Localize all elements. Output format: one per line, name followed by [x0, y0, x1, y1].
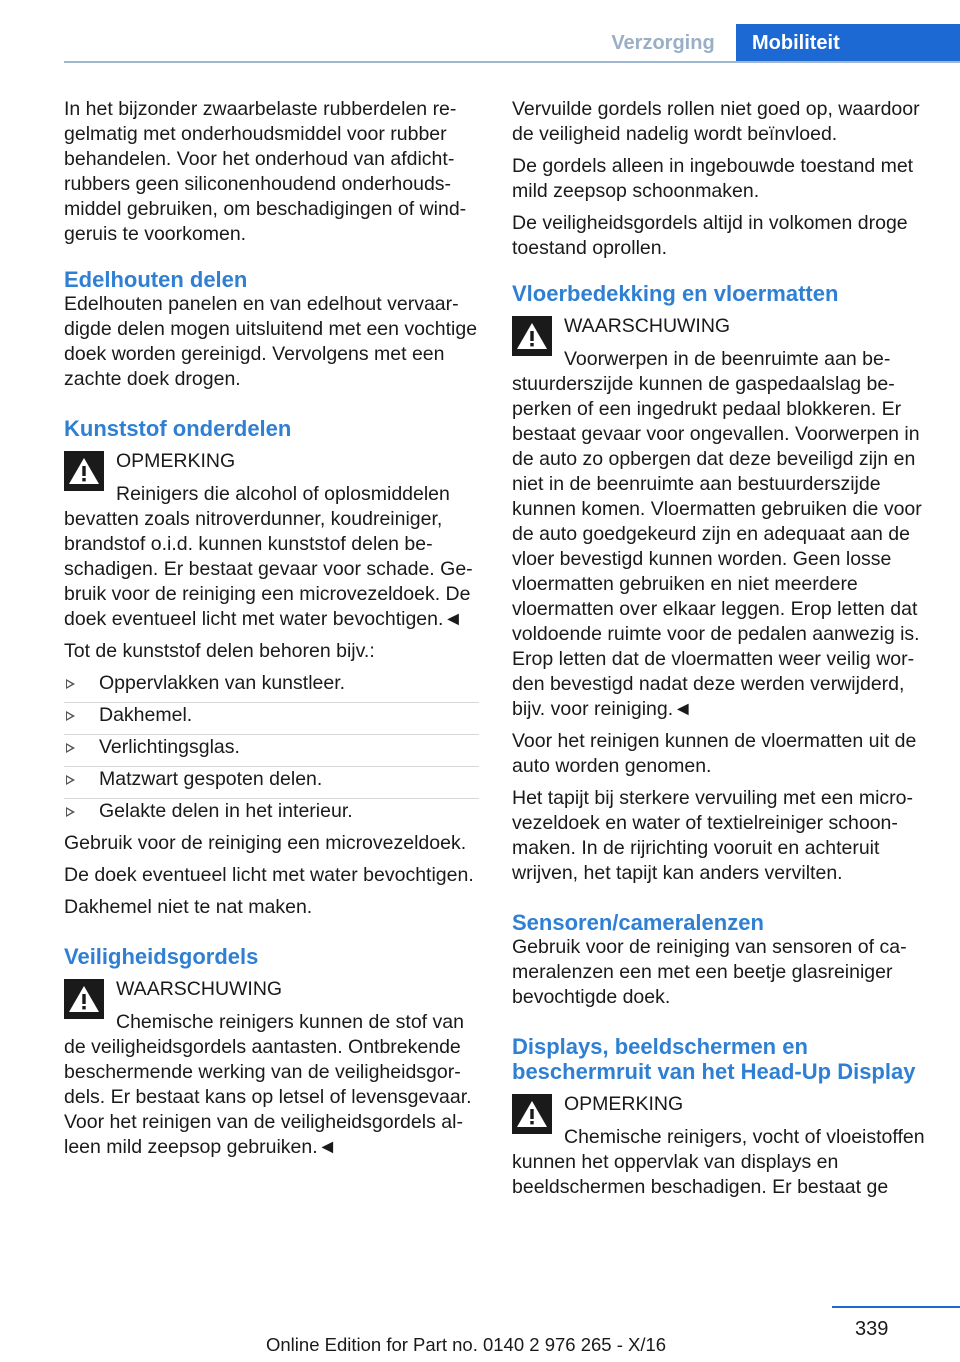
warning-triangle-icon: [512, 316, 552, 356]
list-item-text: Gelakte delen in het interieur.: [99, 800, 353, 822]
list-item: [64, 671, 479, 703]
tab-verzorging[interactable]: Verzorging: [611, 32, 715, 54]
tab-mobiliteit[interactable]: Mobiliteit: [736, 24, 960, 63]
notice-text: Chemische reinigers, vocht of vloeistoffen kunnen het oppervlak van displays en beeldschermen beschadigen. Er bestaat ge: [512, 1126, 925, 1198]
heading-kunststof-onderdelen: Kunststof onderdelen: [64, 416, 292, 441]
dakhemel-paragraph: Dakhemel niet te nat maken.: [64, 896, 313, 918]
warning-triangle-icon: [64, 451, 104, 491]
footer-divider: [832, 1306, 960, 1308]
heading-vloerbedekking: Vloerbedekking en vloermatten: [512, 281, 839, 306]
triangle-bullet-icon: [66, 775, 75, 785]
edelhout-paragraph: Edelhouten panelen en van edelhout vervaardigde delen mogen uitsluitend met een vochtige doek worden gereinigd. Vervolgens met een zachte doek drogen.: [64, 293, 478, 390]
list-item-text: Matzwart gespoten delen.: [99, 768, 323, 790]
triangle-bullet-icon: [66, 743, 75, 753]
list-item: [64, 735, 479, 767]
warning-text: Chemische reinigers kunnen de stof van de veiligheidsgordels aantasten. Ontbrekende beschermende werking van de veiligheidsgordels. Er bestaat kans op letsel of levensgevaar. Voor het reinigen van de veiligheidsgordels alleen mild zeepsop gebruiken.◄: [64, 1011, 472, 1158]
heading-sensoren: Sensoren/cameralenzen: [512, 910, 764, 935]
vloermatten-paragraph: Voor het reinigen kunnen de vloermatten uit de auto worden genomen.: [512, 730, 917, 777]
triangle-bullet-icon: [66, 679, 75, 689]
gordels-paragraph-1: Vervuilde gordels rollen niet goed op, waardoor de veiligheid nadelig wordt beïnvloed.: [512, 98, 920, 145]
list-item: [64, 799, 479, 831]
doek-paragraph: De doek eventueel licht met water bevochtigen.: [64, 864, 474, 886]
intro-paragraph: In het bijzonder zwaarbelaste rubberdelen regelmatig met onderhoudsmiddel voor rubber behandelen. Voor het onderhoud van afdichtrubbers geen siliconenhoudend onderhoudsmiddel gebruiken, om beschadigingen of windgeruis te voorkomen.: [64, 98, 467, 245]
header-divider: [64, 61, 960, 63]
notice-text: Reinigers die alcohol of oplosmiddelen bevatten zoals nitroverdunner, koudreiniger, brandstof o.i.d. kunnen kunststof delen beschadigen. Er bestaat gevaar voor schade. Gebruik voor de reiniging een microvezeldoek. De doek eventueel licht met water bevochtigen.◄: [64, 483, 473, 630]
heading-displays: Displays, beeldschermen en beschermruit van het Head-Up Display: [512, 1034, 916, 1084]
list-item-text: Dakhemel.: [99, 704, 193, 726]
warning-block: [512, 312, 927, 722]
edition-footer: Online Edition for Part no. 0140 2 976 265 - X/16: [266, 1334, 667, 1355]
tapijt-paragraph: Het tapijt bij sterkere vervuiling met een microvezeldoek en water of textielreiniger schoonmaken. In de rijrichting vooruit en achteruit wrijven, het tapijt kan anders vervilten.: [512, 787, 913, 884]
warning-triangle-icon: [64, 979, 104, 1019]
list-item: [64, 703, 479, 735]
warning-title: WAARSCHUWING: [564, 315, 731, 337]
heading-edelhouten-delen: Edelhouten delen: [64, 267, 248, 292]
notice-block: [64, 447, 479, 632]
triangle-bullet-icon: [66, 807, 75, 817]
left-column: [64, 97, 479, 1167]
notice-title: OPMERKING: [564, 1093, 684, 1115]
warning-triangle-icon: [512, 1094, 552, 1134]
gordels-paragraph-2: De gordels alleen in ingebouwde toestand met mild zeepsop schoonmaken.: [512, 155, 914, 202]
kunststof-list: [64, 671, 479, 831]
heading-veiligheidsgordels: Veiligheidsgordels: [64, 944, 259, 969]
page-number: 339: [855, 1318, 889, 1340]
kunststof-list-intro: Tot de kunststof delen behoren bijv.:: [64, 640, 375, 662]
gebruik-paragraph: Gebruik voor de reiniging een microvezeldoek.: [64, 832, 467, 854]
list-item: [64, 767, 479, 799]
list-item-text: Verlichtingsglas.: [99, 736, 240, 758]
warning-block: [64, 975, 479, 1160]
sensoren-paragraph: Gebruik voor de reiniging van sensoren of cameralenzen een met een beetje glasreiniger bevochtigde doek.: [512, 936, 907, 1008]
right-column: [512, 97, 927, 1207]
gordels-paragraph-3: De veiligheidsgordels altijd in volkomen droge toestand oprollen.: [512, 212, 908, 259]
triangle-bullet-icon: [66, 711, 75, 721]
list-item-text: Oppervlakken van kunstleer.: [99, 672, 346, 694]
notice-block: [512, 1090, 927, 1200]
notice-title: OPMERKING: [116, 450, 236, 472]
warning-title: WAARSCHUWING: [116, 978, 283, 1000]
warning-text: Voorwerpen in de beenruimte aan bestuurderszijde kunnen de gaspedaalslag beperken of een ingedrukt pedaal blokkeren. Er bestaat gevaar voor ongevallen. Voorwerpen in de auto zo opbergen dat deze beveiligd zijn en niet in de beenruimte aan bestuurderszijde kunnen komen. Vloermatten gebruiken die voor de auto goedgekeurd zijn en adequaat aan de vloer bevestigd kunnen worden. Geen losse vloermatten gebruiken en niet meerdere vloermatten over elkaar leggen. Erop letten dat voldoende ruimte voor de pedalen aanwezig is. Erop letten dat de vloermatten weer veilig worden bevestigd nadat deze werden verwijderd, bijv. voor reiniging.◄: [512, 348, 922, 720]
